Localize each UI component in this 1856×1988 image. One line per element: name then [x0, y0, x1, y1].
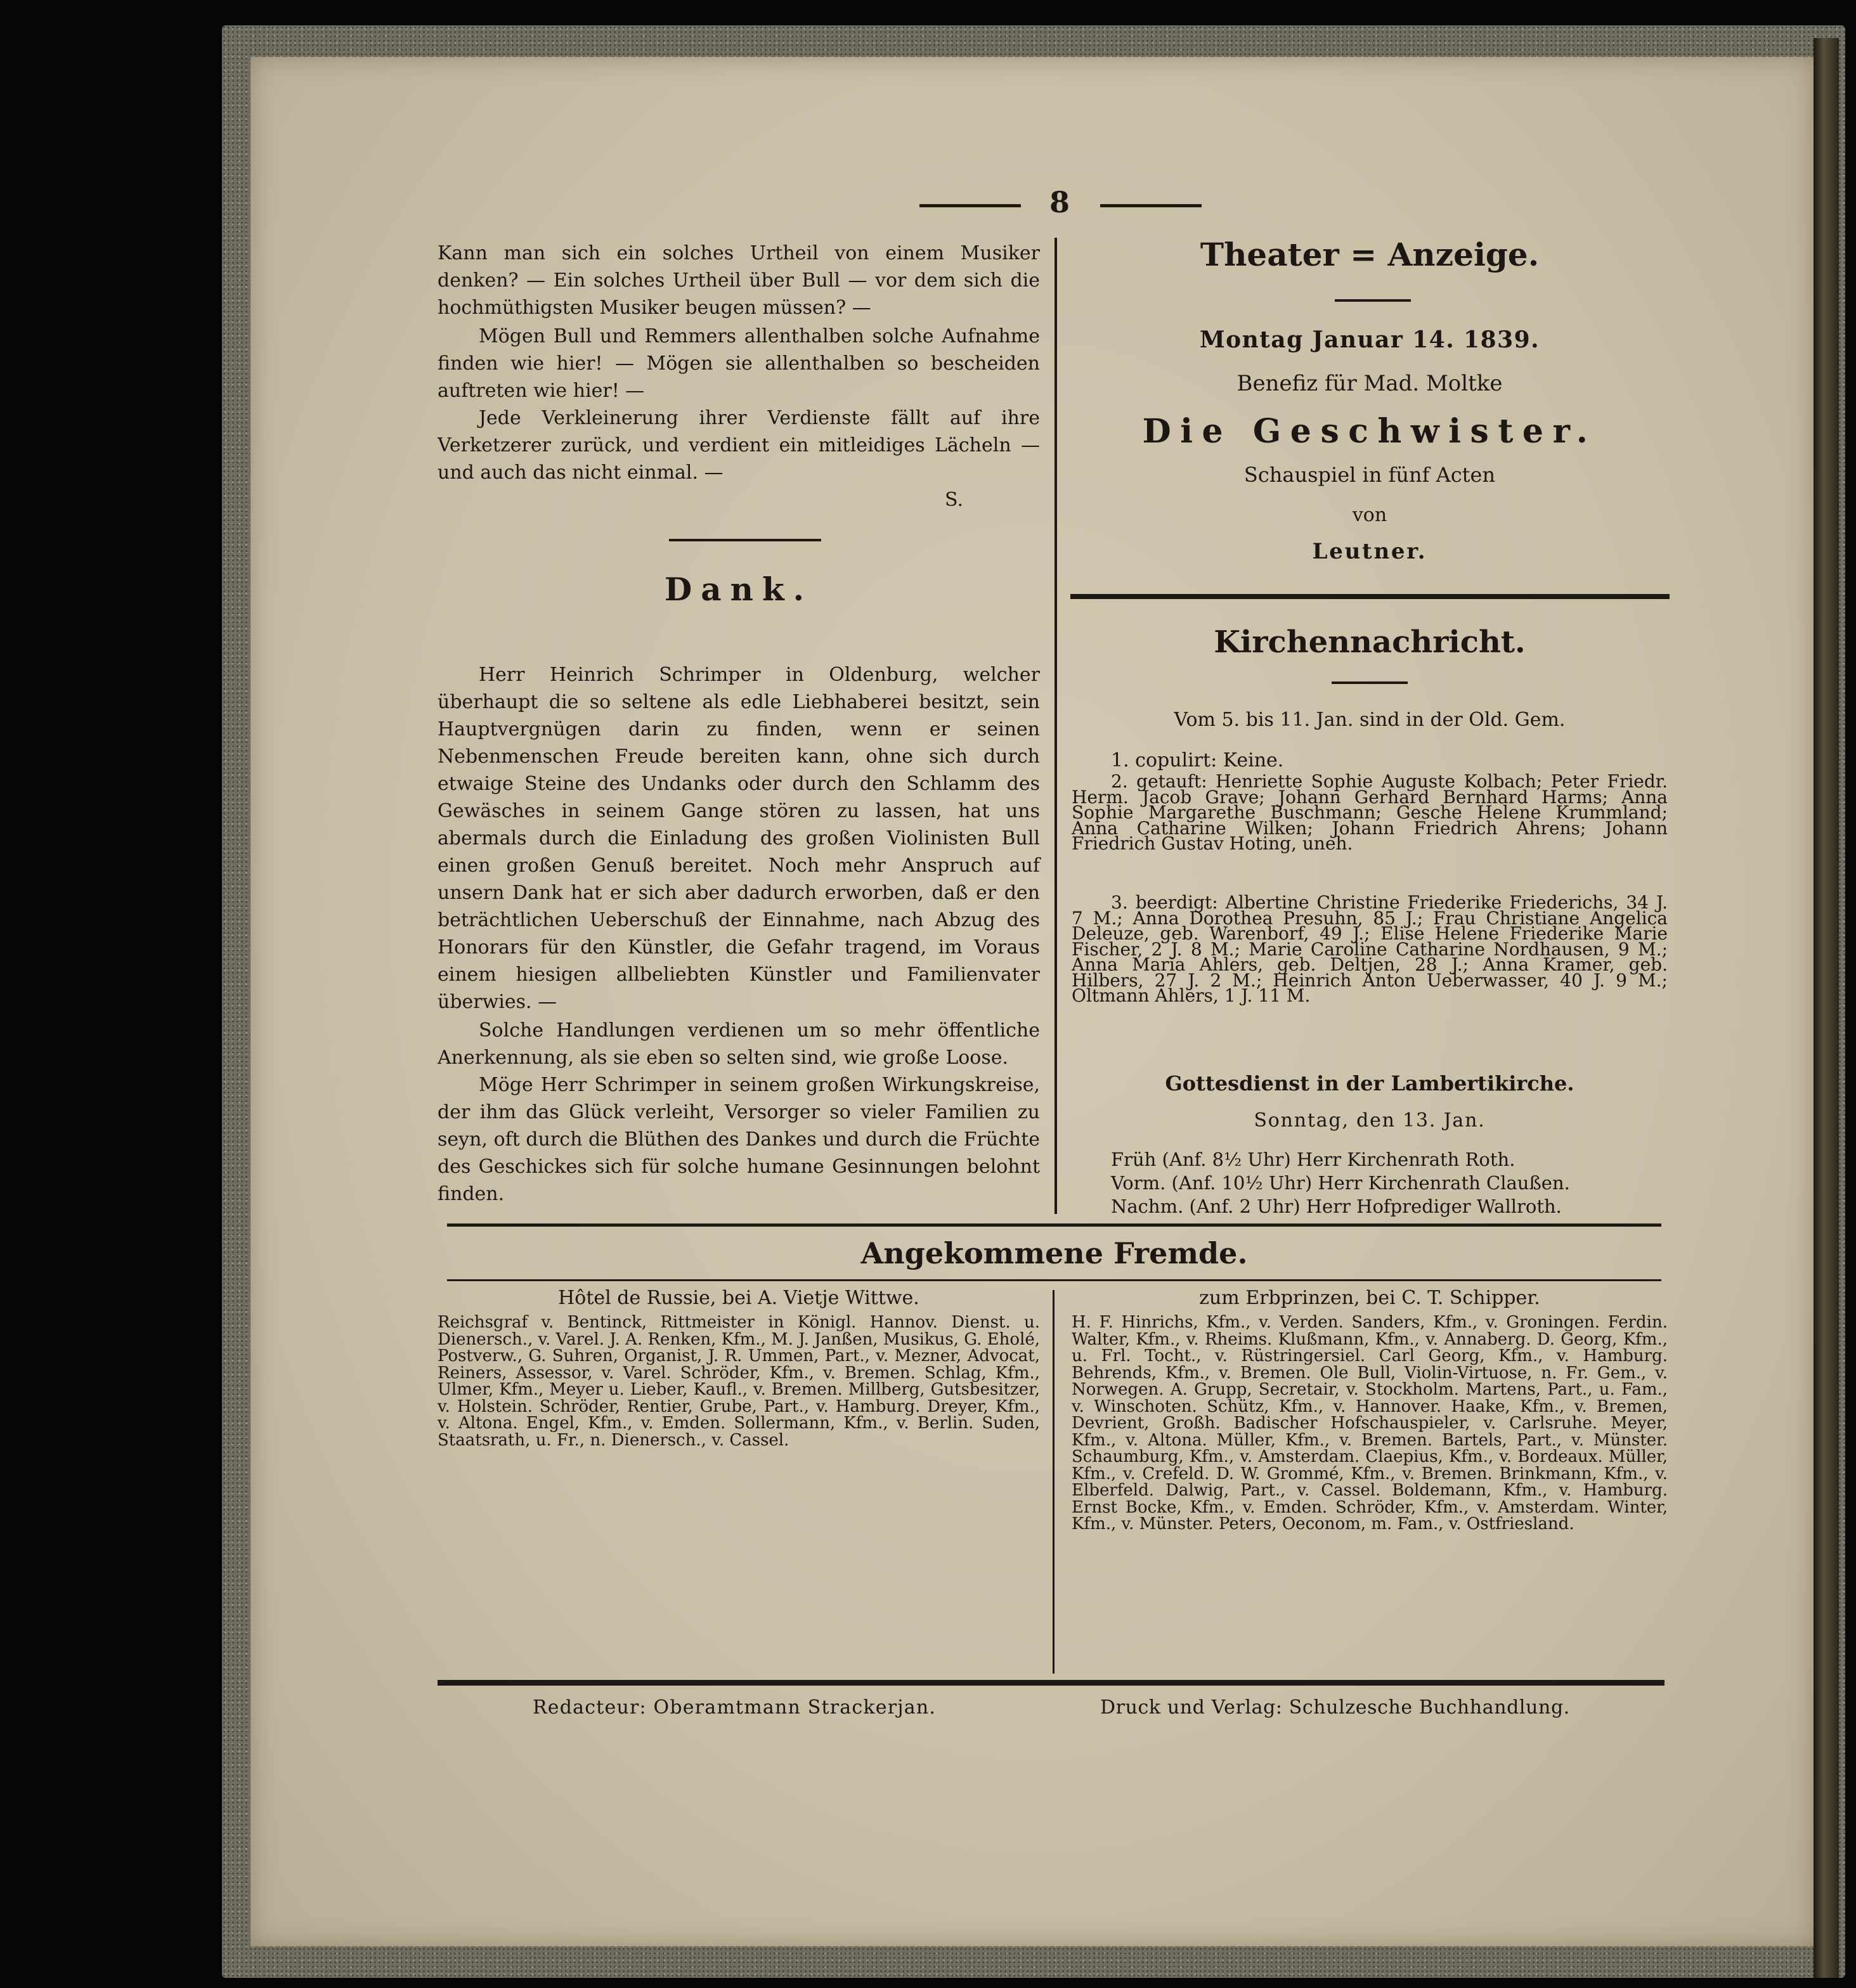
- left-article-signature: S.: [945, 489, 964, 511]
- left-article-paragraph-3: Jede Verkleinerung ihrer Verdienste fällt auf ihre Verketzerer zurück, und verdient ein mitleidiges Lächeln — und auch das nicht einmal. —: [438, 407, 1040, 484]
- dank-title: Dank.: [664, 571, 814, 608]
- theater-benefit: Benefiz für Mad. Moltke: [1236, 371, 1503, 396]
- theater-von: von: [1352, 504, 1387, 526]
- dank-paragraph-2: Solche Handlungen verdienen um so mehr öffentliche Anerkennung, als sie eben so selten sind, wie große Loose.: [438, 1019, 1040, 1069]
- column-divider-top: [1055, 238, 1057, 1214]
- gottesdienst-service-3: Nachm. (Anf. 2 Uhr) Herr Hofprediger Wallroth.: [1111, 1196, 1562, 1217]
- dank-paragraph-1: Herr Heinrich Schrimper in Oldenburg, welcher überhaupt die so seltene als edle Liebhaberei besitzt, sein Hauptvergnügen darin zu finden, wenn er seinen Nebenmenschen Freude bereiten kann, ohne sich durch etwaige Steine des Undanks oder durch den Schlamm des Gewäsches in seinem Gange stören zu lassen, hat uns abermals durch die Einladung des großen Violinisten Bull einen großen Genuß bereitet. Noch mehr Anspruch auf unsern Dank hat er sich aber dadurch erworben, daß er den beträchtlichen Ueberschuß der Einnahme, nach Abzug des Honorars für den Künstler, die Gefahr tragend, im Voraus einem hiesigen allbeliebten Künstler und Familienvater überwies. —: [438, 664, 1040, 1013]
- fremde-title: Angekommene Fremde.: [860, 1236, 1248, 1270]
- dank-paragraph-3: Möge Herr Schrimper in seinem großen Wirkungskreise, der ihm das Glück verleiht, Versorger so vieler Familien zu seyn, oft durch die Blüthen des Dankes und durch die Früchte des Geschickes sich für solche humane Gesinnungen belohnt finden.: [438, 1074, 1040, 1205]
- gottesdienst-service-1: Früh (Anf. 8½ Uhr) Herr Kirchenrath Roth.: [1111, 1149, 1515, 1170]
- column-divider-fremde: [1053, 1290, 1055, 1674]
- theater-genre: Schauspiel in fünf Acten: [1243, 463, 1496, 487]
- gottesdienst-sonntag: Sonntag, den 13. Jan.: [1254, 1109, 1486, 1132]
- kirchen-copulirt: 1. copulirt: Keine.: [1111, 749, 1284, 771]
- theater-date: Montag Januar 14. 1839.: [1199, 326, 1540, 353]
- footer-rule: [438, 1680, 1665, 1686]
- gottesdienst-title: Gottesdienst in der Lambertikirche.: [1165, 1071, 1574, 1095]
- fremde-top-rule: [447, 1223, 1661, 1227]
- theater-play-title: Die Geschwister.: [1142, 412, 1597, 451]
- theater-author: Leutner.: [1312, 539, 1427, 564]
- theater-title-rule: [1335, 299, 1411, 302]
- theater-title: Theater = Anzeige.: [1200, 236, 1540, 273]
- header-rule-right: [1100, 204, 1202, 207]
- fremde-left-heading: Hôtel de Russie, bei A. Vietje Wittwe.: [558, 1287, 919, 1309]
- fremde-left-text: Reichsgraf v. Bentinck, Rittmeister in Königl. Hannov. Dienst. u. Dienersch., v. Varel. J. A. Renken, Kfm., M. J. Janßen, Musikus, G. Eholé, Postverw., G. Suhren, Organist, J. R. Ummen, Part., v. Mezner, Advocat, Reiners, Assessor, v. Varel. Schröder, Kfm., v. Bremen. Schlag, Kfm., Ulmer, Kfm., Meyer u. Lieber, Kaufl., v. Bremen. Millberg, Gutsbesitzer, v. Holstein. Schröder, Rentier, Grube, Part., v. Hamburg. Dreyer, Kfm., v. Altona. Engel, Kfm., v. Emden. Sollermann, Kfm., v. Berlin. Suden, Staatsrath, u. Fr., n. Dienersch., v. Cassel.: [438, 1313, 1040, 1450]
- fremde-right-text: H. F. Hinrichs, Kfm., v. Verden. Sanders, Kfm., v. Groningen. Ferdin. Walter, Kfm., v. Rheims. Klußmann, Kfm., v. Annaberg. D. Georg, Kfm., u. Frl. Tocht., v. Rüstringersiel. Carl Georg, Kfm., v. Hamburg. Behrends, Kfm., v. Bremen. Ole Bull, Violin-Virtuose, n. Fr. Gem., v. Norwegen. A. Grupp, Secretair, v. Stockholm. Martens, Part., u. Fam., v. Winschoten. Schütz, Kfm., v. Hannover. Haake, Kfm., v. Bremen, Devrient, Großh. Badischer Hofschauspieler, v. Carlsruhe. Meyer, Kfm., v. Altona. Müller, Kfm., v. Bremen. Bartels, Part., v. Münster. Schaumburg, Kfm., v. Amsterdam. Claepius, Kfm., v. Bordeaux. Müller, Kfm., v. Crefeld. D. W. Grommé, Kfm., v. Bremen. Brinkmann, Kfm., v. Elberfeld. Dalwig, Part., v. Cassel. Boldemann, Kfm., v. Hamburg. Ernst Bocke, Kfm., v. Emden. Schröder, Kfm., v. Amsterdam. Winter, Kfm., v. Münster. Peters, Oeconom, m. Fam., v. Ostfriesland.: [1072, 1313, 1668, 1533]
- gottesdienst-service-2: Vorm. (Anf. 10½ Uhr) Herr Kirchenrath Claußen.: [1111, 1172, 1570, 1194]
- page-number: 8: [1049, 185, 1070, 219]
- header-rule-left: [919, 204, 1021, 207]
- kirchen-getauft: 2. getauft: Henriette Sophie Auguste Kolbach; Peter Friedr. Herm. Jacob Grave; Johann Gerhard Bernhard Harms; Anna Sophie Margarethe Buschmann; Gesche Helene Krummland; Anna Catharine Wilken; Johann Friedrich Ahrens; Johann Friedrich Gustav Hoting, uneh.: [1072, 771, 1668, 854]
- kirchen-title-rule: [1332, 681, 1408, 684]
- left-article-end-rule: [669, 539, 821, 541]
- footer-druck: Druck und Verlag: Schulzesche Buchhandlung.: [1100, 1696, 1570, 1719]
- book-spine: [1814, 38, 1839, 1978]
- kirchen-title: Kirchennachricht.: [1214, 624, 1526, 660]
- left-article-paragraph-2: Mögen Bull und Remmers allenthalben solche Aufnahme finden wie hier! — Mögen sie allenthalben so bescheiden auftreten wie hier! —: [438, 325, 1040, 402]
- left-article-paragraph-1: Kann man sich ein solches Urtheil von einem Musiker denken? — Ein solches Urtheil über Bull — vor dem sich die hochmüthigsten Musiker beugen müssen? —: [438, 242, 1040, 319]
- footer-redacteur: Redacteur: Oberamtmann Strackerjan.: [533, 1696, 937, 1719]
- theater-end-rule: [1070, 594, 1670, 599]
- fremde-title-rule: [447, 1279, 1661, 1281]
- kirchen-beerdigt: 3. beerdigt: Albertine Christine Friederike Friederichs, 34 J. 7 M.; Anna Dorothea Presuhn, 85 J.; Frau Christiane Angelica Deleuze, geb. Warenborf, 49 J.; Elise Helene Friederike Marie Fischer, 2 J. 8 M.; Marie Caroline Catharine Nordhausen, 9 M.; Anna Maria Ahlers, geb. Deltjen, 28 J.; Anna Kramer, geb. Hilbers, 27 J. 2 M.; Heinrich Anton Ueberwasser, 40 J. 9 M.; Oltmann Ahlers, 1 J. 11 M.: [1072, 892, 1668, 1006]
- kirchen-subtitle: Vom 5. bis 11. Jan. sind in der Old. Gem.: [1174, 709, 1566, 731]
- fremde-right-heading: zum Erbprinzen, bei C. T. Schipper.: [1199, 1287, 1540, 1309]
